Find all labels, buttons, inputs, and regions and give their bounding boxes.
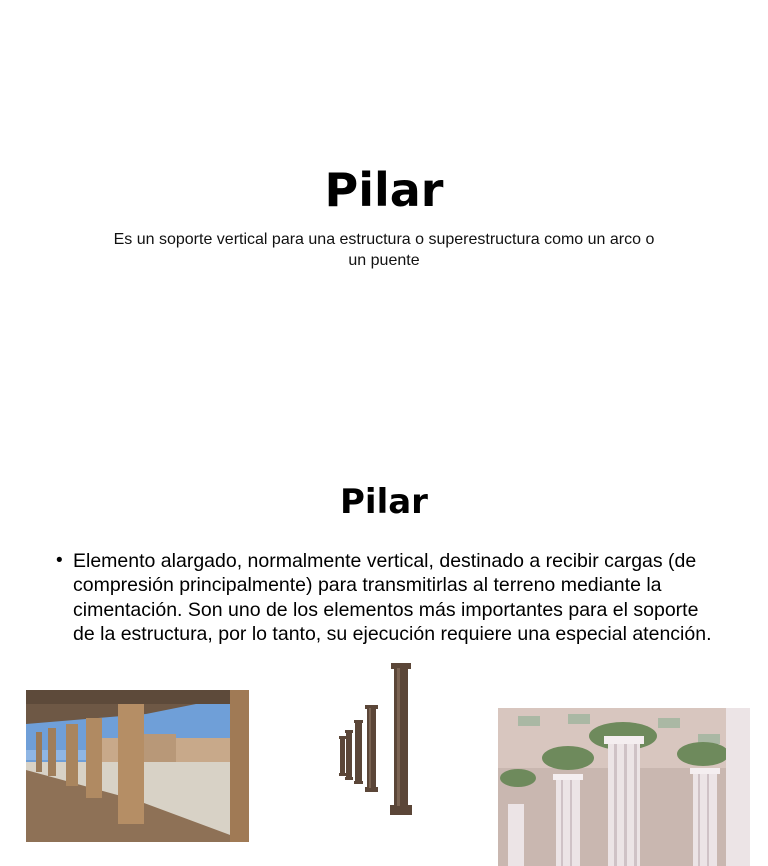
slide-1-subtitle: Es un soporte vertical para una estructura o superestructura como un arco o un puente bbox=[113, 231, 655, 269]
bullet-text: Elemento alargado, normalmente vertical, destinado a recibir cargas (de compresión principalmente) para transmitirlas al terreno mediante la cimentación. Son uno de los elementos más importantes para el soporte de la estructura, por lo tanto, su ejecución requiere una especial atención. bbox=[73, 550, 712, 646]
arcade-pillars-photo bbox=[26, 690, 249, 842]
bullet-list bbox=[56, 549, 716, 663]
bullet-marker: • bbox=[56, 550, 63, 571]
slide-2-title: Pilar bbox=[340, 482, 428, 522]
slide-1 bbox=[0, 0, 768, 430]
marble-columns-photo bbox=[498, 708, 750, 866]
slide-2 bbox=[0, 432, 768, 866]
slide-1-title: Pilar bbox=[324, 163, 444, 217]
column-row-photo bbox=[336, 660, 422, 820]
